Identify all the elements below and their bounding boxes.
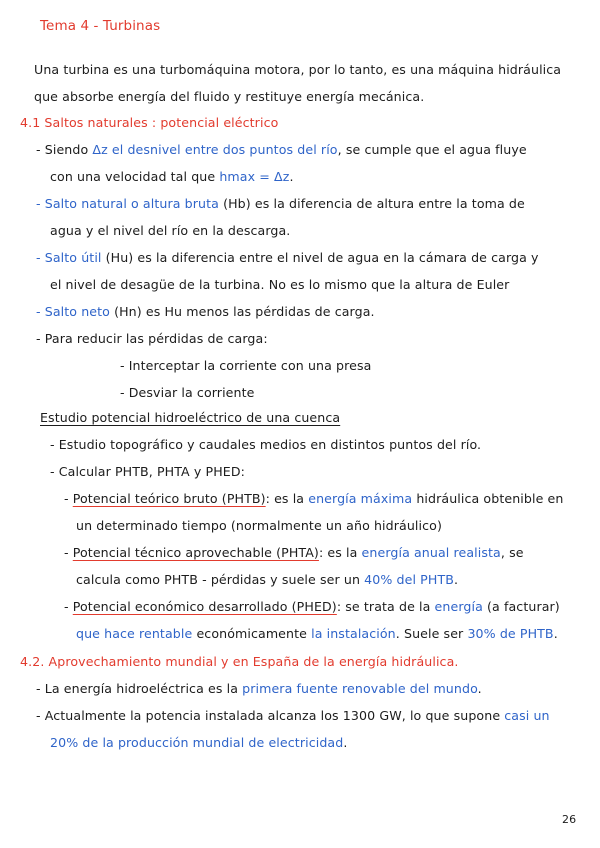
s41-line-16	[76, 572, 458, 588]
text: económicamente	[192, 626, 312, 641]
text: . Suele ser	[395, 626, 468, 641]
s41-line-15	[64, 545, 524, 561]
page-title: Tema 4 - Turbinas	[40, 18, 161, 34]
s41-line-17	[64, 599, 560, 615]
highlight: la instalación	[311, 626, 396, 641]
highlight: Δz el desnivel entre dos puntos del río	[92, 142, 338, 157]
highlight: 40% del PHTB	[364, 572, 454, 587]
text: .	[453, 572, 459, 587]
text: (Hu) es la diferencia entre el nivel de agua en la cámara de carga y	[101, 250, 539, 265]
highlight: 20% de la producción mundial de electricidad	[50, 735, 344, 750]
highlight: primera fuente renovable del mundo	[242, 681, 478, 696]
s41-line-14: un determinado tiempo (normalmente un año hidráulico)	[76, 518, 442, 533]
text: .	[289, 169, 294, 184]
s41-line-6: el nivel de desagüe de la turbina. No es lo mismo que la altura de Euler	[50, 277, 510, 292]
bullet: -	[36, 196, 45, 211]
section-4-2-heading: 4.2. Aprovechamiento mundial y en España de la energía hidráulica.	[20, 654, 459, 669]
subheading-text: Estudio potencial hidroeléctrico de una cuenca	[40, 410, 341, 425]
highlight: Salto útil	[44, 250, 102, 265]
text: (a facturar)	[482, 599, 560, 614]
highlight: energía	[434, 599, 483, 614]
s41-line-8: - Para reducir las pérdidas de carga:	[36, 331, 268, 346]
s41-line-9: - Interceptar la corriente con una presa	[120, 358, 372, 373]
s42-line-2	[36, 708, 550, 724]
s41-line-3	[36, 196, 525, 212]
text: (Hb) es la diferencia de altura entre la toma de	[218, 196, 525, 211]
intro-line-1: Una turbina es una turbomáquina motora, por lo tanto, es una máquina hidráulica	[34, 62, 562, 77]
bullet: -	[64, 599, 73, 614]
highlight: hmax = Δz	[219, 169, 290, 184]
bullet: -	[36, 250, 45, 265]
term-phta: Potencial técnico aprovechable (PHTA)	[72, 545, 319, 560]
s42-line-3	[50, 735, 347, 751]
text: - Actualmente la potencia instalada alcanza los 1300 GW, lo que supone	[36, 708, 505, 723]
bullet: -	[36, 304, 45, 319]
highlight: que hace rentable	[76, 626, 193, 641]
s41-line-5	[36, 250, 539, 266]
s41-line-7	[36, 304, 375, 320]
text: hidráulica obtenible en	[412, 491, 564, 506]
s41-line-12: - Calcular PHTB, PHTA y PHED:	[50, 464, 245, 479]
s41-line-11: - Estudio topográfico y caudales medios en distintos puntos del río.	[50, 437, 482, 452]
highlight: energía anual realista	[361, 545, 501, 560]
s41-line-18	[76, 626, 558, 642]
intro-line-2: que absorbe energía del fluido y restituye energía mecánica.	[34, 89, 425, 104]
s41-line-4: agua y el nivel del río en la descarga.	[50, 223, 291, 238]
term-phtb: Potencial teórico bruto (PHTB)	[72, 491, 266, 506]
text: con una velocidad tal que	[50, 169, 220, 184]
text: (Hn) es Hu menos las pérdidas de carga.	[109, 304, 375, 319]
text: .	[343, 735, 348, 750]
s41-line-2	[50, 169, 294, 185]
s41-line-10: - Desviar la corriente	[120, 385, 255, 400]
highlight: casi un	[504, 708, 550, 723]
text: .	[477, 681, 482, 696]
text: , se cumple que el agua fluye	[337, 142, 527, 157]
highlight: Salto natural o altura bruta	[44, 196, 219, 211]
bullet: -	[64, 545, 73, 560]
s42-line-1	[36, 681, 482, 697]
s41-line-1	[36, 142, 527, 158]
text: - La energía hidroeléctrica es la	[36, 681, 243, 696]
text: - Siendo	[36, 142, 93, 157]
section-4-1-heading: 4.1 Saltos naturales : potencial eléctrico	[20, 115, 279, 130]
text: calcula como PHTB - pérdidas y suele ser un	[76, 572, 365, 587]
highlight: 30% de PHTB	[467, 626, 554, 641]
s41-line-13	[64, 491, 563, 507]
term-phed: Potencial económico desarrollado (PHED)	[72, 599, 337, 614]
text: .	[553, 626, 558, 641]
highlight: energía máxima	[308, 491, 413, 506]
text: : es la	[318, 545, 362, 560]
text: : se trata de la	[336, 599, 435, 614]
subheading-cuenca	[40, 410, 340, 426]
page-number: 26	[562, 813, 577, 826]
text: : es la	[265, 491, 309, 506]
text: , se	[500, 545, 524, 560]
highlight: Salto neto	[44, 304, 110, 319]
bullet: -	[64, 491, 73, 506]
